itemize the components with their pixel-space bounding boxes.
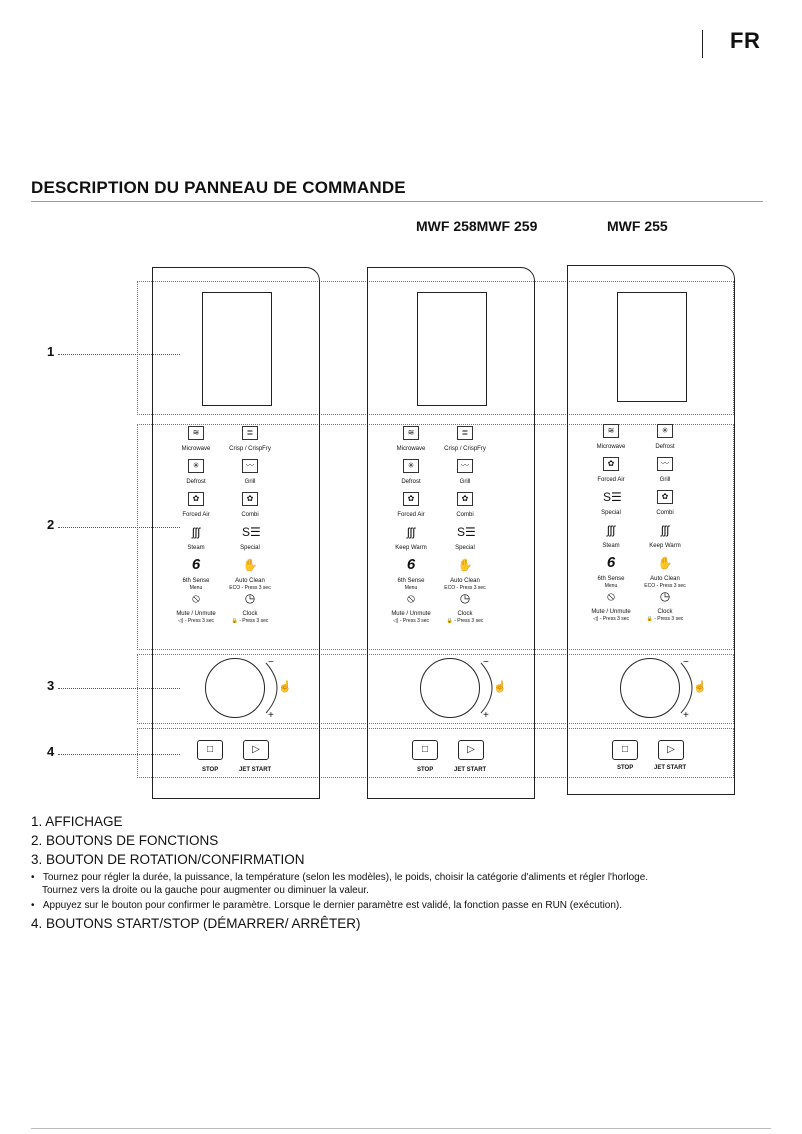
function-label: Clock bbox=[242, 611, 258, 617]
start-label: JET START bbox=[239, 767, 272, 773]
knob-plus: + bbox=[483, 710, 489, 721]
function-label: 6th Sense bbox=[397, 578, 425, 584]
footer-rule bbox=[31, 1128, 771, 1129]
auto-clean-icon: ✋ bbox=[242, 558, 258, 572]
auto-clean-icon: ✋ bbox=[457, 558, 473, 572]
function-button-grill[interactable] bbox=[434, 459, 496, 486]
microwave-icon: ≋ bbox=[188, 426, 204, 440]
function-label: Microwave bbox=[396, 446, 426, 452]
function-button-combi[interactable] bbox=[434, 492, 496, 519]
clock-icon: ◷ bbox=[659, 589, 671, 603]
grill-icon: 〰 bbox=[657, 457, 673, 471]
function-button-defrost[interactable] bbox=[380, 459, 442, 486]
clock-icon: ◷ bbox=[244, 591, 256, 605]
function-button-6th-sense[interactable] bbox=[380, 558, 442, 591]
callout-2: 2 bbox=[47, 517, 55, 532]
knob-minus: − bbox=[483, 657, 489, 668]
list-item-4: 4. BOUTONS START/STOP (DÉMARRER/ ARRÊTER) bbox=[31, 916, 361, 931]
bullet-1-cont: Tournez vers la droite ou la gauche pour augmenter ou diminuer la valeur. bbox=[42, 885, 369, 896]
function-button-steam[interactable] bbox=[165, 525, 227, 552]
clock-icon: ◷ bbox=[459, 591, 471, 605]
grill-icon: 〰 bbox=[242, 459, 258, 473]
microwave-icon: ≋ bbox=[403, 426, 419, 440]
function-label: Clock bbox=[457, 611, 473, 617]
function-button-forced-air[interactable] bbox=[580, 457, 642, 484]
combi-icon: ✿ bbox=[242, 492, 258, 506]
stop-button[interactable]: □ bbox=[612, 740, 638, 760]
function-button-keep-warm[interactable] bbox=[380, 525, 442, 552]
hand-press-icon: ☝ bbox=[693, 681, 707, 693]
microwave-icon: ≋ bbox=[603, 424, 619, 438]
function-button-clock[interactable] bbox=[219, 591, 281, 624]
function-label: Combi bbox=[456, 512, 474, 518]
function-sublabel: 🔒 - Press 3 sec bbox=[231, 618, 269, 624]
stop-label: STOP bbox=[202, 767, 219, 773]
function-label: Mute / Unmute bbox=[176, 611, 216, 617]
function-button-6th-sense[interactable] bbox=[165, 558, 227, 591]
control-panel-b bbox=[367, 267, 535, 799]
start-button[interactable]: ▷ bbox=[243, 740, 269, 760]
combi-icon: ✿ bbox=[657, 490, 673, 504]
special-icon: S☰ bbox=[242, 525, 261, 539]
knob-minus: − bbox=[268, 657, 274, 668]
function-label: Mute / Unmute bbox=[591, 609, 631, 615]
special-icon: S☰ bbox=[603, 490, 622, 504]
defrost-icon: ✳ bbox=[403, 459, 419, 473]
header-divider bbox=[702, 30, 703, 58]
function-button-mute-unmute[interactable] bbox=[165, 591, 227, 624]
list-item-1: 1. AFFICHAGE bbox=[31, 814, 123, 829]
bullet-1: • Tournez pour régler la durée, la puissance, la température (selon les modèles), le poids, choisir la catégorie d'aliments et régler l'horloge. bbox=[31, 872, 649, 883]
page-title: DESCRIPTION DU PANNEAU DE COMMANDE bbox=[31, 178, 406, 197]
sixth-sense-icon: 6 bbox=[606, 554, 616, 571]
stop-button[interactable]: □ bbox=[197, 740, 223, 760]
function-label: 6th Sense bbox=[597, 576, 625, 582]
bullet-1-text: Tournez pour régler la durée, la puissance, la température (selon les modèles), le poids, choisir la catégorie d'aliments et régler l'horloge. bbox=[42, 872, 649, 883]
function-label: Defrost bbox=[655, 444, 675, 450]
function-label: Keep Warm bbox=[395, 545, 427, 551]
rotation-knob[interactable] bbox=[205, 658, 265, 718]
function-label: Keep Warm bbox=[649, 543, 681, 549]
function-sublabel: Menu bbox=[604, 583, 618, 589]
function-label: Steam bbox=[602, 543, 620, 549]
function-button-special[interactable] bbox=[434, 525, 496, 552]
function-label: 6th Sense bbox=[182, 578, 210, 584]
function-label: Special bbox=[455, 545, 475, 551]
function-label: Auto Clean bbox=[450, 578, 480, 584]
function-sublabel: 🔒 - Press 3 sec bbox=[446, 618, 484, 624]
function-button-steam[interactable] bbox=[580, 523, 642, 550]
function-button-grill[interactable] bbox=[219, 459, 281, 486]
function-button-forced-air[interactable] bbox=[165, 492, 227, 519]
function-button-crisp-crispfry[interactable] bbox=[219, 426, 281, 453]
auto-clean-icon: ✋ bbox=[657, 556, 673, 570]
start-button[interactable]: ▷ bbox=[458, 740, 484, 760]
function-label: Mute / Unmute bbox=[391, 611, 431, 617]
crisp-icon: ≣ bbox=[242, 426, 258, 440]
function-button-grill[interactable] bbox=[634, 457, 696, 484]
function-button-clock[interactable] bbox=[434, 591, 496, 624]
function-label: Special bbox=[601, 510, 621, 516]
function-label: Microwave bbox=[181, 446, 211, 452]
start-label: JET START bbox=[654, 765, 687, 771]
keep-warm-icon: ʃʃʃ bbox=[661, 523, 669, 537]
function-button-special[interactable] bbox=[580, 490, 642, 517]
function-label: Microwave bbox=[596, 444, 626, 450]
function-button-clock[interactable] bbox=[634, 589, 696, 622]
function-button-microwave[interactable] bbox=[165, 426, 227, 453]
function-label: Grill bbox=[459, 479, 471, 485]
function-sublabel: ECO - Press 3 sec bbox=[644, 583, 686, 589]
function-label: Combi bbox=[656, 510, 674, 516]
function-button-6th-sense[interactable] bbox=[580, 556, 642, 589]
bullet-2: • Appuyez sur le bouton pour confirmer le paramètre. Lorsque le dernier paramètre est validé, la fonction passe en RUN (exécution). bbox=[31, 900, 623, 911]
function-sublabel: ECO - Press 3 sec bbox=[229, 585, 271, 591]
steam-icon: ʃʃʃ bbox=[607, 523, 615, 537]
mute-icon: ⦸ bbox=[192, 591, 200, 605]
mute-icon: ⦸ bbox=[407, 591, 415, 605]
knob-plus: + bbox=[683, 710, 689, 721]
control-panel-a bbox=[152, 267, 320, 799]
function-button-keep-warm[interactable] bbox=[634, 523, 696, 550]
start-button[interactable]: ▷ bbox=[658, 740, 684, 760]
callout-3: 3 bbox=[47, 678, 55, 693]
function-button-defrost[interactable] bbox=[634, 424, 696, 451]
function-button-mute-unmute[interactable] bbox=[580, 589, 642, 622]
crisp-icon: ≣ bbox=[457, 426, 473, 440]
display-screen bbox=[617, 292, 687, 402]
function-sublabel: Menu bbox=[189, 585, 203, 591]
function-sublabel: ◁) - Press 3 sec bbox=[392, 618, 430, 624]
language-code: FR bbox=[730, 28, 761, 53]
rotation-knob[interactable] bbox=[620, 658, 680, 718]
knob-plus: + bbox=[268, 710, 274, 721]
combi-icon: ✿ bbox=[457, 492, 473, 506]
function-button-combi[interactable] bbox=[219, 492, 281, 519]
function-label: Special bbox=[240, 545, 260, 551]
hand-press-icon: ☝ bbox=[278, 681, 292, 693]
function-label: Forced Air bbox=[182, 512, 210, 518]
function-sublabel: ◁) - Press 3 sec bbox=[592, 616, 630, 622]
function-button-forced-air[interactable] bbox=[380, 492, 442, 519]
keep-warm-icon: ʃʃʃ bbox=[407, 525, 415, 539]
function-label: Steam bbox=[187, 545, 205, 551]
model-label-258-259: MWF 258MWF 259 bbox=[416, 218, 538, 234]
sixth-sense-icon: 6 bbox=[406, 556, 416, 573]
function-button-combi[interactable] bbox=[634, 490, 696, 517]
knob-minus: − bbox=[683, 657, 689, 668]
function-button-auto-clean[interactable] bbox=[219, 558, 281, 591]
function-label: Defrost bbox=[186, 479, 206, 485]
function-label: Auto Clean bbox=[235, 578, 265, 584]
function-button-crisp-crispfry[interactable] bbox=[434, 426, 496, 453]
function-label: Clock bbox=[657, 609, 673, 615]
function-label: Crisp / CrispFry bbox=[229, 446, 271, 452]
grill-icon: 〰 bbox=[457, 459, 473, 473]
title-underline bbox=[31, 201, 763, 202]
fan-icon: ✿ bbox=[403, 492, 419, 506]
function-button-defrost[interactable] bbox=[165, 459, 227, 486]
control-panel-c bbox=[567, 265, 735, 795]
stop-button[interactable]: □ bbox=[412, 740, 438, 760]
defrost-icon: ✳ bbox=[188, 459, 204, 473]
function-label: Forced Air bbox=[597, 477, 625, 483]
function-label: Combi bbox=[241, 512, 259, 518]
list-item-3: 3. BOUTON DE ROTATION/CONFIRMATION bbox=[31, 852, 305, 867]
function-button-auto-clean[interactable] bbox=[434, 558, 496, 591]
defrost-icon: ✳ bbox=[657, 424, 673, 438]
function-label: Forced Air bbox=[397, 512, 425, 518]
stop-label: STOP bbox=[617, 765, 634, 771]
steam-icon: ʃʃʃ bbox=[192, 525, 200, 539]
display-screen bbox=[417, 292, 487, 406]
function-label: Grill bbox=[659, 477, 671, 483]
model-label-255: MWF 255 bbox=[607, 218, 668, 234]
function-label: Auto Clean bbox=[650, 576, 680, 582]
function-button-microwave[interactable] bbox=[380, 426, 442, 453]
callout-4: 4 bbox=[47, 744, 55, 759]
stop-label: STOP bbox=[417, 767, 434, 773]
mute-icon: ⦸ bbox=[607, 589, 615, 603]
function-sublabel: ECO - Press 3 sec bbox=[444, 585, 486, 591]
function-button-special[interactable] bbox=[219, 525, 281, 552]
function-label: Crisp / CrispFry bbox=[444, 446, 486, 452]
function-sublabel: 🔒 - Press 3 sec bbox=[646, 616, 684, 622]
function-button-auto-clean[interactable] bbox=[634, 556, 696, 589]
callout-1: 1 bbox=[47, 344, 55, 359]
function-sublabel: Menu bbox=[404, 585, 418, 591]
function-label: Grill bbox=[244, 479, 256, 485]
function-label: Defrost bbox=[401, 479, 421, 485]
fan-icon: ✿ bbox=[188, 492, 204, 506]
function-sublabel: ◁) - Press 3 sec bbox=[177, 618, 215, 624]
list-item-2: 2. BOUTONS DE FONCTIONS bbox=[31, 833, 219, 848]
hand-press-icon: ☝ bbox=[493, 681, 507, 693]
special-icon: S☰ bbox=[457, 525, 476, 539]
rotation-knob[interactable] bbox=[420, 658, 480, 718]
bullet-2-text: Appuyez sur le bouton pour confirmer le paramètre. Lorsque le dernier paramètre est validé, la fonction passe en RUN (exécution). bbox=[42, 900, 623, 911]
fan-icon: ✿ bbox=[603, 457, 619, 471]
display-screen bbox=[202, 292, 272, 406]
sixth-sense-icon: 6 bbox=[191, 556, 201, 573]
function-button-mute-unmute[interactable] bbox=[380, 591, 442, 624]
start-label: JET START bbox=[454, 767, 487, 773]
function-button-microwave[interactable] bbox=[580, 424, 642, 451]
